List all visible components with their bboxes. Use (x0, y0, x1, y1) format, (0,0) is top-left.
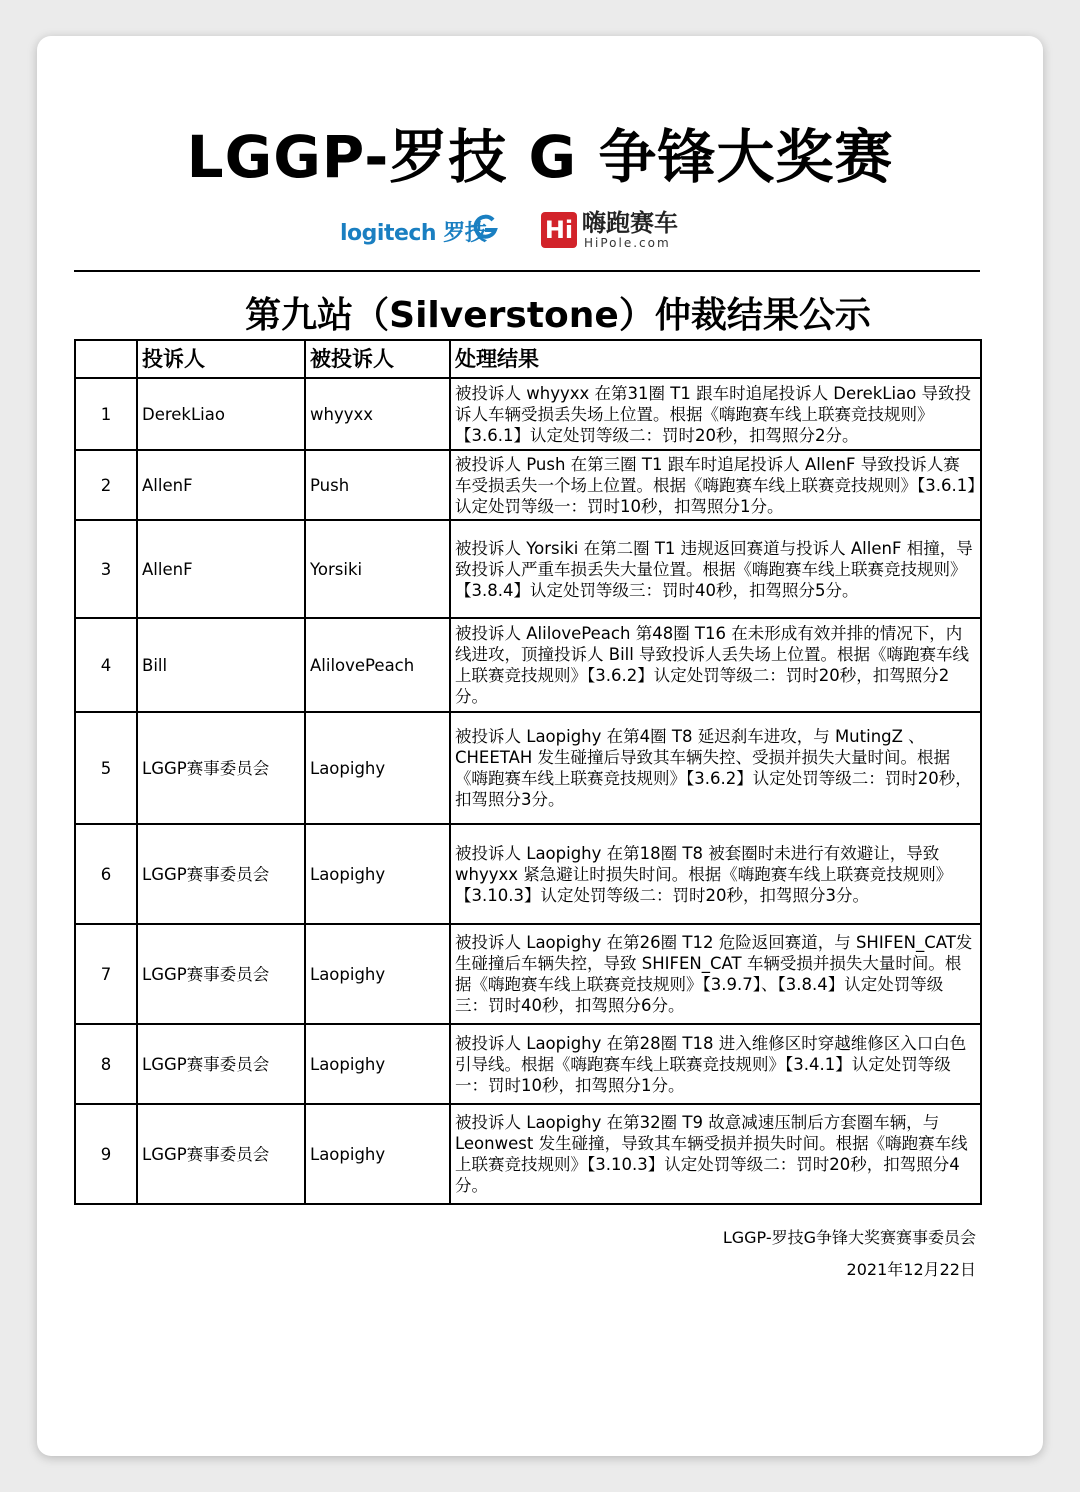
hipole-logo-name: 嗨跑赛车 (582, 209, 678, 237)
header-result: 处理结果 (450, 340, 981, 378)
header-respondent: 被投诉人 (305, 340, 450, 378)
row-result: 被投诉人 Laopighy 在第28圈 T18 进入维修区时穿越维修区入口白色引导线。根据《嗨跑赛车线上联赛竞技规则》【3.4.1】认定处罚等级一：罚时10秒，扣驾照分1分。 (450, 1024, 981, 1104)
row-complainant: LGGP赛事委员会 (137, 1024, 305, 1104)
table-row (75, 520, 981, 618)
hipole-logo-mark: Hi (541, 212, 577, 248)
row-number: 4 (75, 618, 137, 712)
row-complainant: LGGP赛事委员会 (137, 712, 305, 824)
table-row (75, 450, 981, 520)
row-complainant: LGGP赛事委员会 (137, 1104, 305, 1204)
table-row (75, 924, 981, 1024)
row-complainant: LGGP赛事委员会 (137, 824, 305, 924)
row-result: 被投诉人 Laopighy 在第26圈 T12 危险返回赛道，与 SHIFEN_CAT发生碰撞后车辆失控，导致 SHIFEN_CAT 车辆受损并损失大量时间。根据《嗨跑赛车线上联赛竞技规则》【3.9.7】、【3.8.4】认定处罚等级三：罚时40秒，扣驾照分6分。 (450, 924, 981, 1024)
row-respondent: Yorsiki (305, 520, 450, 618)
document-title: LGGP-罗技 G 争锋大奖赛 (186, 123, 894, 191)
row-complainant: AllenF (137, 450, 305, 520)
sponsor-logos (0, 206, 1080, 250)
title-divider (74, 270, 980, 272)
footer-date: 2021年12月22日 (846, 1260, 976, 1279)
header-complainant: 投诉人 (137, 340, 305, 378)
row-result: 被投诉人 AlilovePeach 第48圈 T16 在未形成有效并排的情况下，内线进攻，顶撞投诉人 Bill 导致投诉人丢失场上位置。根据《嗨跑赛车线上联赛竞技规则》【3.6.2】认定处罚等级二：罚时20秒，扣驾照分2分。 (450, 618, 981, 712)
row-complainant: Bill (137, 618, 305, 712)
row-respondent: Laopighy (305, 1104, 450, 1204)
row-complainant: AllenF (137, 520, 305, 618)
table-header-row (75, 340, 981, 378)
row-number: 6 (75, 824, 137, 924)
table-row (75, 1024, 981, 1104)
row-respondent: Laopighy (305, 1024, 450, 1104)
table-row (75, 712, 981, 824)
logitech-logo: logitech 罗技 (340, 221, 487, 246)
row-result: 被投诉人 Laopighy 在第18圈 T8 被套圈时未进行有效避让，导致 whyyxx 紧急避让时损失时间。根据《嗨跑赛车线上联赛竞技规则》【3.10.3】认定处罚等级二：罚时20秒，扣驾照分3分。 (450, 824, 981, 924)
row-complainant: DerekLiao (137, 378, 305, 450)
row-number: 9 (75, 1104, 137, 1204)
row-complainant: LGGP赛事委员会 (137, 924, 305, 1024)
table-row (75, 618, 981, 712)
row-result: 被投诉人 whyyxx 在第31圈 T1 跟车时追尾投诉人 DerekLiao 导致投诉人车辆受损丢失场上位置。根据《嗨跑赛车线上联赛竞技规则》【3.6.1】认定处罚等级二：罚时20秒，扣驾照分2分。 (450, 378, 981, 450)
row-respondent: Laopighy (305, 924, 450, 1024)
row-number: 1 (75, 378, 137, 450)
table-row (75, 824, 981, 924)
header-number (75, 340, 137, 378)
row-result: 被投诉人 Push 在第三圈 T1 跟车时追尾投诉人 AllenF 导致投诉人赛车受损丢失一个场上位置。根据《嗨跑赛车线上联赛竞技规则》【3.6.1】认定处罚等级一：罚时10秒，扣驾照分1分。 (450, 450, 981, 520)
row-number: 8 (75, 1024, 137, 1104)
row-result: 被投诉人 Laopighy 在第32圈 T9 故意减速压制后方套圈车辆，与 Leonwest 发生碰撞，导致其车辆受损并损失时间。根据《嗨跑赛车线上联赛竞技规则》【3.10.3】认定处罚等级二：罚时20秒，扣驾照分4分。 (450, 1104, 981, 1204)
row-number: 7 (75, 924, 137, 1024)
row-respondent: Laopighy (305, 824, 450, 924)
table-row (75, 1104, 981, 1204)
table-row (75, 378, 981, 450)
row-respondent: whyyxx (305, 378, 450, 450)
row-result: 被投诉人 Yorsiki 在第二圈 T1 违规返回赛道与投诉人 AllenF 相撞，导致投诉人严重车损丢失大量位置。根据《嗨跑赛车线上联赛竞技规则》【3.8.4】认定处罚等级三：罚时40秒，扣驾照分5分。 (450, 520, 981, 618)
row-respondent: Laopighy (305, 712, 450, 824)
document-subtitle: 第九站（Silverstone）仲裁结果公示 (245, 295, 871, 336)
row-number: 2 (75, 450, 137, 520)
arbitration-results-table (74, 339, 982, 1205)
logitech-g-icon (472, 214, 498, 242)
footer-organization: LGGP-罗技G争锋大奖赛赛事委员会 (722, 1228, 976, 1247)
hipole-logo-url: HiPole.com (584, 236, 671, 250)
row-number: 5 (75, 712, 137, 824)
row-respondent: Push (305, 450, 450, 520)
row-result: 被投诉人 Laopighy 在第4圈 T8 延迟刹车进攻，与 MutingZ 、CHEETAH 发生碰撞后导致其车辆失控、受损并损失大量时间。根据《嗨跑赛车线上联赛竞技规则》【3.6.2】认定处罚等级二：罚时20秒，扣驾照分3分。 (450, 712, 981, 824)
row-number: 3 (75, 520, 137, 618)
row-respondent: AlilovePeach (305, 618, 450, 712)
